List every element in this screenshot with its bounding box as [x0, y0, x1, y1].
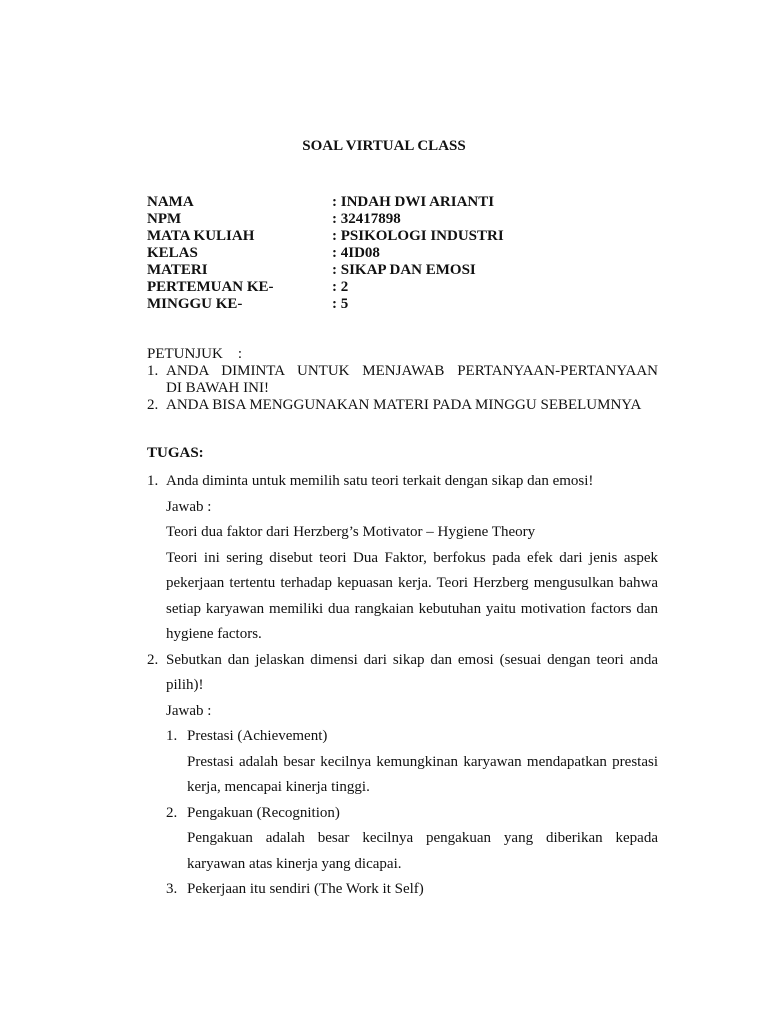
- dimension-line: Pengakuan adalah besar kecilnya pengakuan yang diberikan kepada: [187, 830, 658, 846]
- dimension-number: 2.: [166, 804, 178, 821]
- instruction-text: ANDA DIMINTA UNTUK MENJAWAB PERTANYAAN-PERTANYAAN: [166, 363, 658, 379]
- info-label: MINGGU KE-: [147, 296, 243, 312]
- dimension-list: [147, 724, 658, 903]
- answer-line: hygiene factors.: [166, 626, 262, 642]
- instruction-text: ANDA BISA MENGGUNAKAN MATERI PADA MINGGU SEBELUMNYA: [166, 397, 642, 413]
- dimension-number: 1.: [166, 728, 178, 744]
- instruction-text-continued: DI BAWAH INI!: [166, 380, 269, 396]
- dimension-item: [166, 877, 658, 903]
- info-value: : 32417898: [332, 211, 401, 227]
- answer-line: pekerjaan tertentu terhadap kepuasan kerja. Teori Herzberg mengusulkan bahwa: [166, 575, 658, 591]
- task-item: [147, 469, 658, 648]
- dimension-title: Pengakuan (Recognition): [187, 804, 340, 821]
- info-value: : 2: [332, 279, 349, 295]
- dimension-title: Pekerjaan itu sendiri (The Work it Self): [187, 881, 424, 897]
- info-value: : SIKAP DAN EMOSI: [332, 262, 476, 278]
- info-label: NAMA: [147, 194, 194, 210]
- student-info-table: [147, 194, 504, 313]
- dimension-item: [166, 724, 658, 750]
- dimension-line: Prestasi adalah besar kecilnya kemungkinan karyawan mendapatkan prestasi: [187, 753, 658, 770]
- info-label: NPM: [147, 211, 182, 227]
- instructions-heading: PETUNJUK :: [147, 346, 243, 362]
- info-value: : INDAH DWI ARIANTI: [332, 194, 495, 210]
- info-label: PERTEMUAN KE-: [147, 279, 274, 295]
- answer-line: Teori ini sering disebut teori Dua Faktor, berfokus pada efek dari jenis aspek: [166, 549, 658, 566]
- page-title: SOAL VIRTUAL CLASS: [302, 138, 466, 154]
- info-row-npm: [147, 211, 504, 228]
- task-body: [166, 469, 658, 648]
- info-row-minggu: [147, 296, 504, 313]
- tasks-section: [147, 469, 658, 903]
- task-body: [166, 648, 658, 725]
- dimension-title: Prestasi (Achievement): [187, 728, 328, 744]
- instructions-section: [147, 346, 658, 414]
- info-label: MATA KULIAH: [147, 228, 255, 244]
- info-row-materi: [147, 262, 504, 279]
- answer-label: Jawab :: [166, 702, 212, 719]
- instruction-item: [147, 397, 658, 414]
- info-label: KELAS: [147, 245, 198, 261]
- answer-line: Teori dua faktor dari Herzberg’s Motivator – Hygiene Theory: [166, 524, 536, 540]
- dimension-description: [166, 826, 658, 877]
- instruction-number: 1.: [147, 363, 159, 379]
- task-number: 2.: [147, 651, 159, 668]
- info-row-kelas: [147, 245, 504, 262]
- info-row-nama: [147, 194, 504, 211]
- info-value: : PSIKOLOGI INDUSTRI: [332, 228, 504, 244]
- info-row-mata-kuliah: [147, 228, 504, 245]
- dimension-number: 3.: [166, 881, 178, 897]
- instruction-item: [147, 363, 658, 380]
- task-item: [147, 648, 658, 725]
- info-label: MATERI: [147, 262, 208, 278]
- dimension-description: [166, 750, 658, 801]
- dimension-line: karyawan atas kinerja yang dicapai.: [187, 855, 402, 872]
- answer-line: setiap karyawan memiliki dua rangkaian kebutuhan yaitu motivation factors dan: [166, 600, 658, 617]
- task-number: 1.: [147, 473, 159, 489]
- task-question: Sebutkan dan jelaskan dimensi dari sikap dan emosi (sesuai dengan teori anda: [166, 651, 658, 668]
- task-question: Anda diminta untuk memilih satu teori terkait dengan sikap dan emosi!: [166, 473, 594, 489]
- instruction-number: 2.: [147, 397, 159, 413]
- dimension-line: kerja, mencapai kinerja tinggi.: [187, 779, 370, 795]
- task-question-continued: pilih)!: [166, 677, 204, 693]
- info-row-pertemuan: [147, 279, 504, 296]
- info-value: : 5: [332, 296, 349, 312]
- answer-label: Jawab :: [166, 498, 212, 515]
- tasks-heading: TUGAS:: [147, 445, 204, 461]
- info-value: : 4ID08: [332, 245, 380, 261]
- dimension-item: [166, 801, 658, 827]
